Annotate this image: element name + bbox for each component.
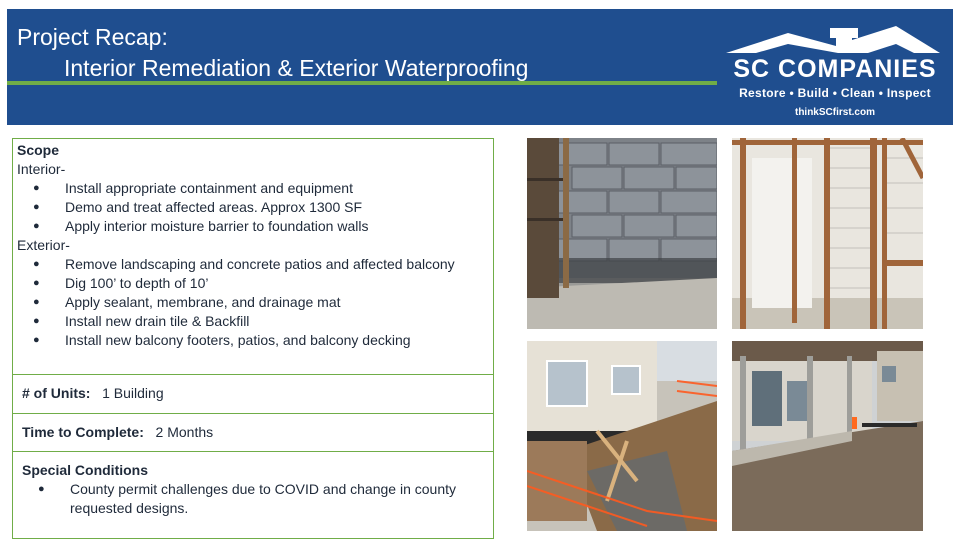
page-title-line-2: Interior Remediation & Exterior Waterproofing (64, 55, 529, 81)
units-row (22, 384, 164, 403)
logo-website: thinkSCfirst.com (794, 107, 875, 118)
scope-heading: Scope (17, 142, 60, 158)
time-value: 2 Months (155, 424, 214, 440)
list-item: ● Apply interior moisture barrier to foundation walls (17, 217, 487, 236)
company-logo (718, 18, 948, 122)
house-roof-icon (718, 18, 948, 58)
framed-interior-walls-photo (732, 138, 923, 329)
page-title-line-1: Project Recap: (17, 24, 168, 50)
list-item: ● Demo and treat affected areas. Approx 1300 SF (17, 198, 487, 217)
row-divider (13, 374, 493, 375)
special-heading: Special Conditions (22, 462, 149, 478)
scope-panel (12, 138, 494, 539)
list-item: ● Install new drain tile & Backfill (17, 312, 487, 331)
list-item: ● Install new balcony footers, patios, and balcony decking (17, 331, 487, 350)
time-label: Time to Complete: (22, 424, 144, 440)
row-divider (13, 413, 493, 414)
list-item: ● Remove landscaping and concrete patios and affected balcony (17, 255, 487, 274)
list-item: ● Install appropriate containment and equipment (17, 179, 487, 198)
interior-label: Interior- (17, 161, 66, 177)
exterior-label: Exterior- (17, 237, 70, 253)
special-conditions (22, 461, 487, 518)
excavated-foundation-trench-photo (527, 341, 717, 531)
backfilled-patio-area-photo (732, 341, 923, 531)
logo-tagline: Restore • Build • Clean • Inspect (739, 86, 931, 100)
scope-section (17, 141, 487, 350)
list-item: ● Apply sealant, membrane, and drainage mat (17, 293, 487, 312)
units-value: 1 Building (102, 385, 164, 401)
list-item: ● Dig 100’ to depth of 10’ (17, 274, 487, 293)
logo-company-name: SC COMPANIES (733, 55, 937, 83)
units-label: # of Units: (22, 385, 91, 401)
time-row (22, 423, 213, 442)
row-divider (13, 451, 493, 452)
interior-list (17, 179, 487, 236)
special-list (22, 480, 487, 518)
list-item: ● County permit challenges due to COVID and change in county requested designs. (22, 480, 487, 518)
basement-block-wall-photo (527, 138, 717, 329)
exterior-list (17, 255, 487, 350)
